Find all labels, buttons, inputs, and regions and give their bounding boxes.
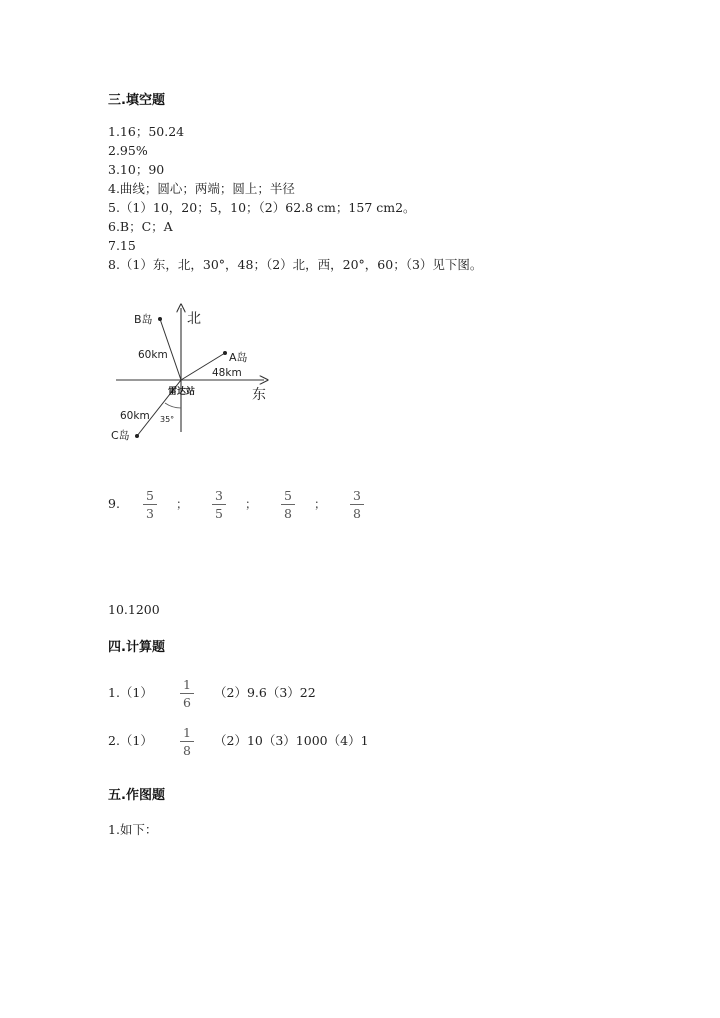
answer-line-8: 8.（1）东，北，30°，48；（2）北，西，20°，60；（3）见下图。 <box>108 257 483 272</box>
section-4-heading: 四.计算题 <box>108 640 165 655</box>
fraction-bar <box>180 693 194 694</box>
numerator: 1 <box>183 725 191 740</box>
island-c-label: C岛 <box>111 429 130 442</box>
answer-line-4: 4.曲线；圆心；两端；圆上；半径 <box>108 181 295 196</box>
angle-arc-c <box>165 403 181 408</box>
radar-direction-diagram <box>100 298 280 458</box>
numerator: 1 <box>183 677 191 692</box>
denominator: 6 <box>183 695 191 710</box>
fraction-bar <box>143 504 157 505</box>
denominator: 3 <box>146 506 154 521</box>
east-label: 东 <box>252 387 266 403</box>
denominator: 8 <box>284 506 292 521</box>
q9-fraction-2 <box>212 488 226 521</box>
q9-fraction-3 <box>281 488 295 521</box>
denominator: 8 <box>183 743 191 758</box>
island-a-label: A岛 <box>229 351 248 364</box>
point-a <box>223 351 227 355</box>
answer-line-5: 5.（1）10，20；5，10；（2）62.8 cm；157 cm2。 <box>108 200 416 215</box>
distance-c-label: 60km <box>120 410 150 422</box>
answer-line-7: 7.15 <box>108 238 136 253</box>
q9-separator-3: ； <box>314 497 327 511</box>
calc-1-fraction <box>180 677 194 710</box>
denominator: 8 <box>353 506 361 521</box>
angle-c-label: 35° <box>160 415 175 424</box>
calc-2-prefix: 2.（1） <box>108 733 153 748</box>
numerator: 5 <box>146 488 154 503</box>
denominator: 5 <box>215 506 223 521</box>
center-label: 雷达站 <box>168 387 196 397</box>
q9-fraction-1 <box>143 488 157 521</box>
fraction-bar <box>180 741 194 742</box>
fraction-bar <box>212 504 226 505</box>
answer-line-3: 3.10；90 <box>108 162 165 177</box>
numerator: 3 <box>353 488 361 503</box>
q9-separator-2: ； <box>245 497 258 511</box>
fraction-bar <box>350 504 364 505</box>
island-b-label: B岛 <box>134 313 153 326</box>
answer-line-6: 6.B；C；A <box>108 219 173 234</box>
distance-b-label: 60km <box>138 349 168 361</box>
calc-2-fraction <box>180 725 194 758</box>
numerator: 5 <box>284 488 292 503</box>
q9-label: 9. <box>108 496 120 511</box>
drawing-answer-1: 1.如下： <box>108 822 158 837</box>
point-c <box>135 434 139 438</box>
answer-line-2: 2.95% <box>108 143 148 158</box>
distance-a-label: 48km <box>212 367 242 379</box>
calc-2-rest: （2）10（3）1000（4）1 <box>214 733 369 748</box>
point-b <box>158 317 162 321</box>
q9-separator-1: ； <box>176 497 189 511</box>
calc-1-rest: （2）9.6（3）22 <box>214 685 316 700</box>
north-label: 北 <box>187 311 201 327</box>
fraction-bar <box>281 504 295 505</box>
numerator: 3 <box>215 488 223 503</box>
q9-fraction-4 <box>350 488 364 521</box>
answer-line-1: 1.16；50.24 <box>108 124 185 139</box>
q10-answer: 10.1200 <box>108 602 160 617</box>
calc-1-prefix: 1.（1） <box>108 685 153 700</box>
section-5-heading: 五.作图题 <box>108 788 165 803</box>
section-3-heading: 三.填空题 <box>108 93 165 108</box>
